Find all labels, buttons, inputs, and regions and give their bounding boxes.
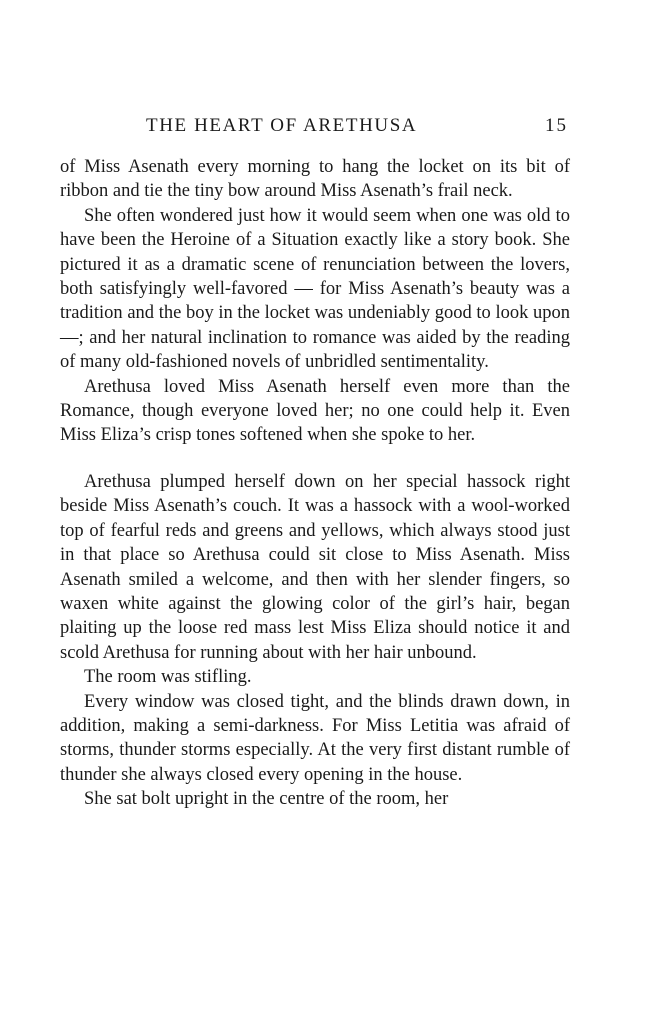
paragraph: Every window was closed tight, and the blinds drawn down, in addition, making a semi-darkness. For Miss Letitia was afraid of storms, thunder storms especially. At the very first distant rumble of thunder she always closed every opening in the house. [60, 691, 570, 785]
paragraph: Arethusa plumped herself down on her special hassock right beside Miss Asenath’s couch. It was a hassock with a wool-worked top of fearful reds and greens and yellows, which always stood just in that place so Arethusa could sit close to Miss Asenath. Miss Asenath smiled a welcome, and then with her slender fingers, so waxen white against the glowing color of the girl’s hair, began plaiting up the loose red mass lest Miss Eliza should notice it and scold Arethusa for running about with her hair unbound. [60, 471, 570, 663]
book-page [60, 0, 570, 1033]
section-break [60, 448, 570, 470]
paragraph: The room was stifling. [84, 667, 252, 688]
page-number: 15 [545, 115, 568, 136]
running-head [60, 115, 570, 141]
paragraph: She often wondered just how it would seem when one was old to have been the Heroine of a Situation exactly like a story book. She pictured it as a dramatic scene of renunciation between the lovers, both satisfyingly well-favored — for Miss Asenath’s beauty was a tradition and the boy in the locket was undeniably good to look upon —; and her natural inclination to romance was aided by the reading of many old-fashioned novels of unbridled sentimentality. [60, 205, 570, 373]
paragraph: Arethusa loved Miss Asenath herself even more than the Romance, though everyone loved her; no one could help it. Even Miss Eliza’s crisp tones softened when she spoke to her. [60, 376, 570, 446]
running-title: THE HEART OF ARETHUSA [146, 115, 418, 136]
paragraph-continuation: of Miss Asenath every morning to hang the locket on its bit of ribbon and tie the tiny bow around Miss Asenath’s frail neck. [60, 157, 570, 202]
paragraph: She sat bolt upright in the centre of the room, her [84, 789, 449, 810]
body-text [60, 155, 570, 812]
